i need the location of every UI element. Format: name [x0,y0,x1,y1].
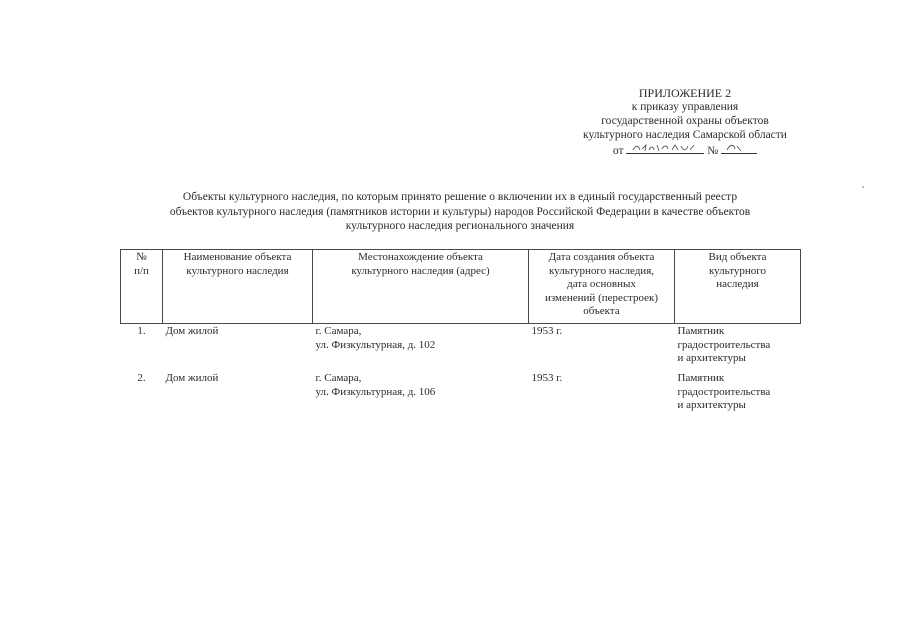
header-number [121,250,163,324]
heading-line-2: объектов культурного наследия (памятников истории и культуры) народов Российской Федерации в качестве объектов [169,205,751,218]
header-text: культурного [708,264,767,277]
type-line: и архитектуры [677,399,746,411]
row-number: 1. [137,325,146,337]
header-text: культурного наследия [186,264,289,277]
handwritten-number-field [721,142,757,154]
row-number: 2. [137,372,146,384]
heading-line-1: Объекты культурного наследия, по которым принято решение о включении их в единый государственный реестр [182,191,738,203]
table-header-row [121,250,801,324]
header-text: Наименование объекта [183,251,292,263]
appendix-line-2: государственной охраны объектов [601,115,769,127]
header-text: Дата создания объекта [548,251,655,263]
header-text: культурного наследия (адрес) [351,264,490,277]
header-text: Вид объекта [708,251,767,263]
header-text: дата основных [567,278,636,290]
address-line: г. Самара, [315,372,362,384]
type-line: Памятник [677,372,725,384]
row-object-type [675,371,801,418]
header-text: Местонахождение объекта [358,251,483,263]
number-label: № [707,145,719,157]
header-text: культурного наследия, [549,264,654,277]
type-line: и архитектуры [677,352,746,364]
header-object-name [163,250,313,324]
header-location [313,250,529,324]
appendix-title: ПРИЛОЖЕНИЕ 2 [638,86,732,100]
scan-speck [862,186,864,188]
header-text: наследия [716,278,759,290]
appendix-line-3: культурного наследия Самарской области [583,129,787,141]
header-text: объекта [583,305,620,317]
header-object-type [675,250,801,324]
header-text: № [136,251,147,263]
handwriting-scribble-icon [725,143,743,152]
type-line: Памятник [677,325,725,337]
header-creation-date [529,250,675,324]
type-line: градостроительства [677,385,771,398]
handwritten-date-field [626,142,704,154]
appendix-line-1: к приказу управления [631,101,739,113]
header-text: п/п [134,264,149,277]
row-object-name: Дом жилой [165,325,219,337]
date-prefix: от [612,145,624,157]
appendix-block [520,86,850,158]
row-date: 1953 г. [531,372,563,384]
row-date: 1953 г. [531,325,563,337]
address-line: ул. Физкультурная, д. 106 [315,385,436,398]
header-text: изменений (перестроек) [544,291,659,304]
row-object-type [675,324,801,372]
row-object-name: Дом жилой [165,372,219,384]
heading-line-3: культурного наследия регионального значения [345,220,575,232]
address-line: ул. Физкультурная, д. 102 [315,338,436,351]
document-heading [70,190,850,234]
handwriting-scribble-icon [632,143,696,152]
table-row [121,324,801,372]
table-row [121,371,801,418]
type-line: градостроительства [677,338,771,351]
row-address [313,324,529,372]
row-address [313,371,529,418]
order-date-line [520,142,850,158]
address-line: г. Самара, [315,325,362,337]
heritage-objects-table [120,249,801,418]
